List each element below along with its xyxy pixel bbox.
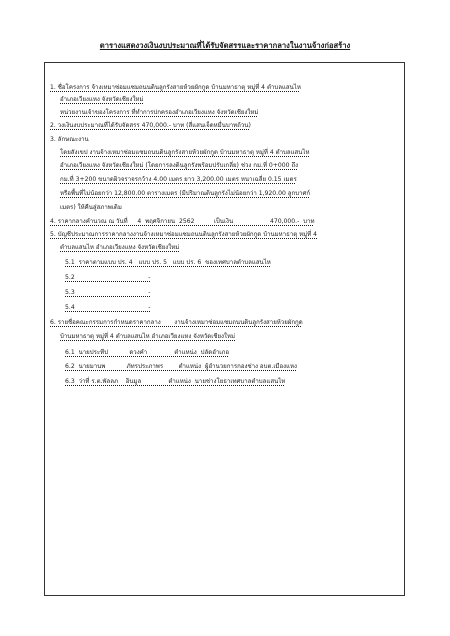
document-title: ตารางแสดงวงเงินงบประมาณที่ได้รับจัดสรรและราคากลางในงานจ้างก่อสร้าง bbox=[99, 41, 351, 50]
budget-line: 2. วงเงินงบประมาณที่ได้รับจัดสรร 470,000.- บาท (สี่แสนเจ็ดหมื่นบาทถ้วน) bbox=[50, 122, 251, 129]
estimate-item: 5.2 - bbox=[65, 274, 151, 281]
project-name-line: 1. ชื่อโครงการ จ้างเหมาซ่อมแซมถนนดินลูกรังสายห้วยผักกูด บ้านมหาธาตุ หมู่ที่ 4 ตำบลแสนไห bbox=[50, 84, 301, 91]
committee-member: 6.3 ว่าที่ ร.ต.พัลลภ อินมูล ตำแหน่ง นายช่างโยธาเทศบาลตำบลแสนไห bbox=[65, 378, 286, 385]
project-owner-line: หน่วยงานเจ้าของโครงการ ที่ทำการปกครองอำเภอเวียงแหง จังหวัดเชียงใหม่ bbox=[60, 109, 259, 116]
committee-member: 6.1 นายประทีป ดวงคำ ตำแหน่ง ปลัดอำเภอ bbox=[65, 349, 230, 356]
work-type-heading: 3. ลักษณะงาน bbox=[50, 136, 89, 143]
work-desc-line-3: กม.ที่ 3+200 ขนาดผิวจราจรกว้าง 4.00 เมตร ยาว 3,200.00 เมตร หนาเฉลี่ย 0.15 เมตร bbox=[60, 176, 297, 183]
estimate-item: 5.1 ราคาตามแบบ ปร. 4 แบบ ปร. 5 แบบ ปร. 6 ของเทศบาลตำบลแสนไห bbox=[65, 259, 271, 266]
work-desc-line-2: อำเภอเวียงแหง จังหวัดเชียงใหม่ (โดยการลงดินลูกรังพร้อมปรับเกลี่ย) ช่วง กม.ที่ 0+000 ถึง bbox=[60, 162, 299, 169]
committee-line-1: 6. รายชื่อคณะกรรมการกำหนดราคากลาง งานจ้างเหมาซ่อมแซมถนนดินลูกรังสายห้วยผักกูด bbox=[50, 319, 303, 326]
median-price-line: 4. ราคากลางคำนวณ ณ วันที่ 4 พฤศจิกายน 2562 เป็นเงิน 470,000.- บาท bbox=[50, 218, 315, 225]
work-desc-line-5: เมตร) ให้คืนสู่สภาพเดิม bbox=[60, 204, 122, 211]
committee-line-2: บ้านมหาธาตุ หมู่ที่ 4 ตำบลแสนไห อำเภอเวียงแหง จังหวัดเชียงใหม่ bbox=[60, 333, 236, 340]
project-location-line: อำเภอเวียงแหง จังหวัดเชียงใหม่ bbox=[60, 96, 144, 103]
work-desc-line-4: หรือพื้นที่ไม่น้อยกว่า 12,800.00 ตารางเมตร (มีปริมาณดินลูกรังไม่น้อยกว่า 1,920.00 ลูกบาศก์ bbox=[60, 190, 311, 197]
estimate-item: 5.3 - bbox=[65, 289, 151, 296]
estimate-line-1: 5. บัญชีประมาณการราคากลางงานจ้างเหมาซ่อมแซมถนนดินลูกรังสายห้วยผักกูด บ้านมหาธาตุ หมู่ที่ 4 bbox=[50, 231, 318, 238]
estimate-item: 5.4 - bbox=[65, 304, 151, 311]
committee-member: 6.2 นายมานพ ภัทรประภาพร ตำแหน่ง ผู้อำนวยการกองช่าง อบต.เมืองแหง bbox=[65, 363, 298, 370]
estimate-line-2: ตำบลแสนไห อำเภอเวียงแหง จังหวัดเชียงใหม่ bbox=[60, 244, 180, 251]
work-desc-line-1: โดยสังเขป งานจ้างเหมาซ่อมแซมถนนดินลูกรังสายห้วยผักกูด บ้านมหาธาตุ หมู่ที่ 4 ตำบลแสนไห bbox=[60, 149, 310, 156]
